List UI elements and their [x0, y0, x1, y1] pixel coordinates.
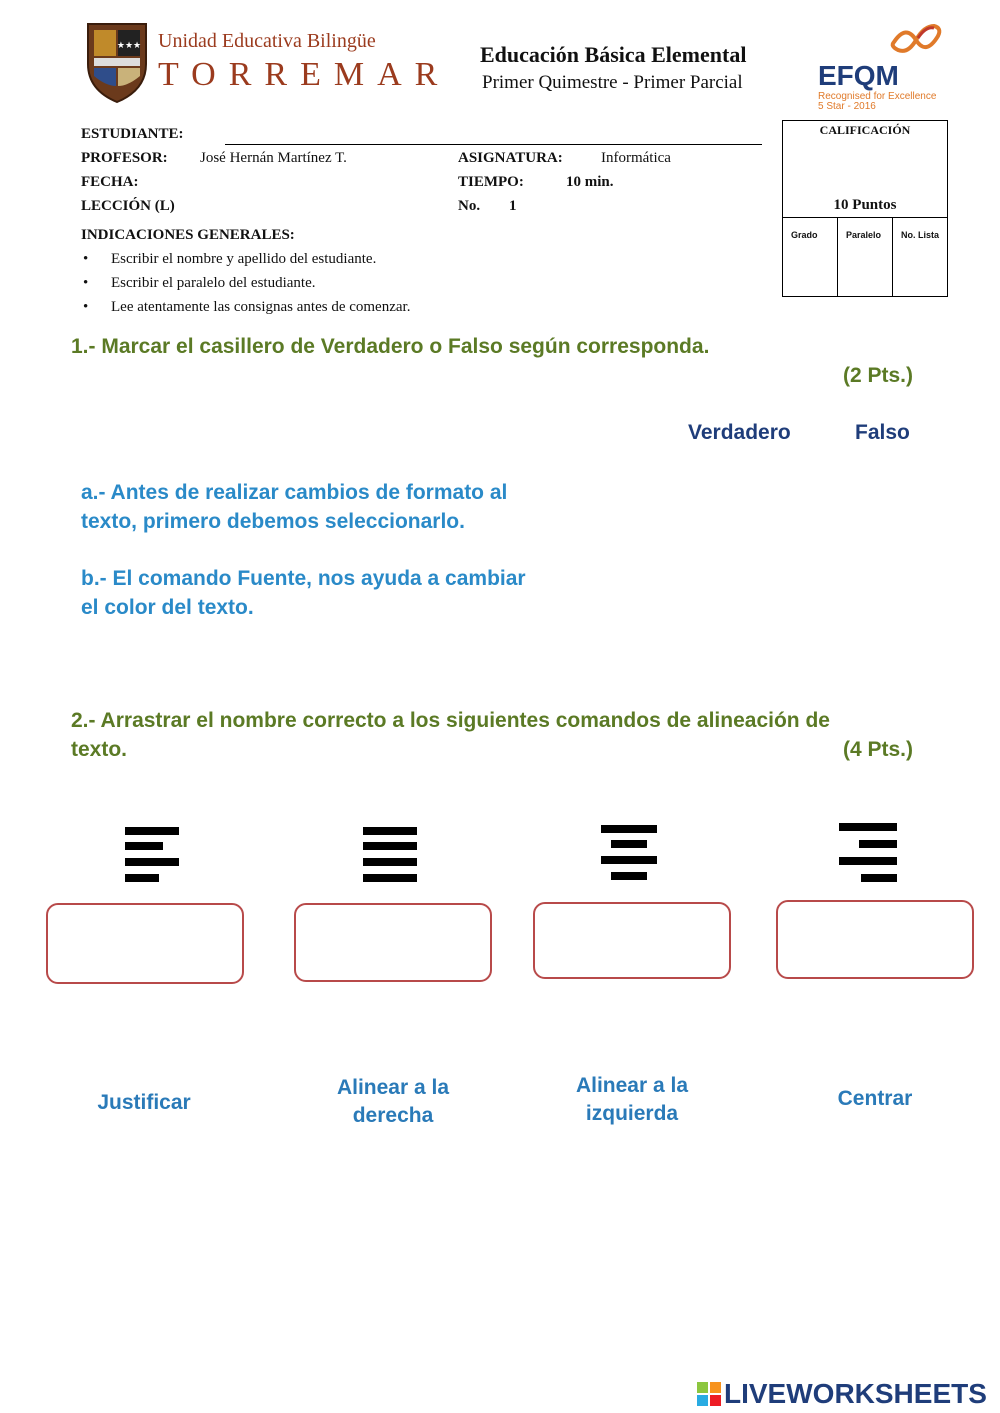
instruction-item: • Escribir el paralelo del estudiante.: [111, 275, 316, 292]
q2-title: 2.- Arrastrar el nombre correcto a los siguientes comandos de alineación de: [71, 709, 830, 732]
lesson-label: LECCIÓN (L): [81, 198, 175, 214]
drop-box-align-right[interactable]: [776, 900, 974, 979]
option-alinear-izquierda-line2: izquierda: [585, 1102, 679, 1125]
justify-icon: [362, 826, 418, 884]
grade-col-paralelo: Paralelo: [838, 218, 893, 297]
grade-col-grado: Grado: [783, 218, 838, 297]
option-alinear-izquierda-line1: Alinear a la: [575, 1074, 689, 1097]
q2-title-line2: texto.: [71, 738, 128, 761]
drop-box-align-left[interactable]: [46, 903, 244, 984]
instructions-title: INDICACIONES GENERALES:: [81, 227, 295, 243]
school-wordmark: TORREMAR: [158, 56, 451, 93]
school-name: Unidad Educativa Bilingüe: [158, 30, 376, 52]
option-justificar[interactable]: Justificar: [97, 1091, 191, 1114]
instruction-item: • Lee atentamente las consignas antes de comenzar.: [111, 299, 410, 316]
false-column-label: Falso: [855, 421, 910, 444]
option-alinear-derecha-line2: derecha: [352, 1104, 434, 1127]
efqm-wordmark: EFQM: [818, 60, 899, 91]
align-right-icon: [838, 822, 898, 884]
efqm-tagline-2: 5 Star - 2016: [818, 101, 876, 112]
q2-points: (4 Pts.): [843, 738, 914, 761]
q1-points: (2 Pts.): [843, 364, 914, 387]
number-value: 1: [509, 198, 517, 214]
teacher-label: PROFESOR:: [81, 150, 168, 166]
statement-b: [81, 564, 526, 622]
footer-brand: LIVEWORKSHEETS: [724, 1378, 987, 1409]
efqm-logo-icon: [888, 22, 944, 58]
option-alinear-derecha[interactable]: [303, 1074, 483, 1130]
school-crest-icon: [84, 16, 150, 104]
time-value: 10 min.: [566, 174, 614, 190]
efqm-tagline-1: Recognised for Excellence: [818, 91, 937, 102]
student-label: ESTUDIANTE:: [81, 126, 184, 142]
drop-box-justify[interactable]: [294, 903, 492, 982]
true-column-label: Verdadero: [688, 421, 791, 444]
grade-row: [783, 217, 947, 297]
align-left-icon: [124, 826, 180, 884]
statement-b-line1: b.- El comando Fuente, nos ayuda a cambiar: [81, 567, 526, 590]
page-title: Educación Básica Elemental: [480, 42, 747, 67]
student-name-line[interactable]: [225, 144, 762, 145]
q1-title: 1.- Marcar el casillero de Verdadero o Falso según corresponda.: [71, 335, 710, 358]
option-centrar[interactable]: Centrar: [837, 1087, 913, 1110]
teacher-value: José Hernán Martínez T.: [200, 150, 347, 166]
number-label: No.: [458, 198, 481, 214]
instruction-item: • Escribir el nombre y apellido del estudiante.: [111, 251, 376, 268]
grade-col-lista: No. Lista: [901, 230, 940, 240]
drop-box-align-center[interactable]: [533, 902, 731, 979]
option-alinear-derecha-line1: Alinear a la: [336, 1076, 450, 1099]
svg-text:★★★: ★★★: [116, 41, 142, 51]
grade-points: 10 Puntos: [833, 197, 897, 213]
date-label: FECHA:: [81, 174, 139, 190]
statement-a: [81, 478, 507, 536]
subject-value: Informática: [601, 150, 671, 166]
statement-a-line2: texto, primero debemos seleccionarlo.: [81, 510, 465, 533]
option-alinear-izquierda[interactable]: [542, 1072, 722, 1128]
statement-a-line1: a.- Antes de realizar cambios de formato al: [81, 481, 508, 504]
subject-label: ASIGNATURA:: [458, 150, 563, 166]
grade-box: [782, 120, 948, 297]
grade-title: CALIFICACIÓN: [819, 123, 911, 137]
align-center-icon: [600, 824, 658, 882]
page-subtitle: Primer Quimestre - Primer Parcial: [482, 72, 743, 93]
statement-b-line2: el color del texto.: [81, 596, 254, 619]
time-label: TIEMPO:: [458, 174, 524, 190]
liveworksheets-logo-icon: [697, 1382, 721, 1406]
efqm-tagline: [818, 92, 936, 112]
